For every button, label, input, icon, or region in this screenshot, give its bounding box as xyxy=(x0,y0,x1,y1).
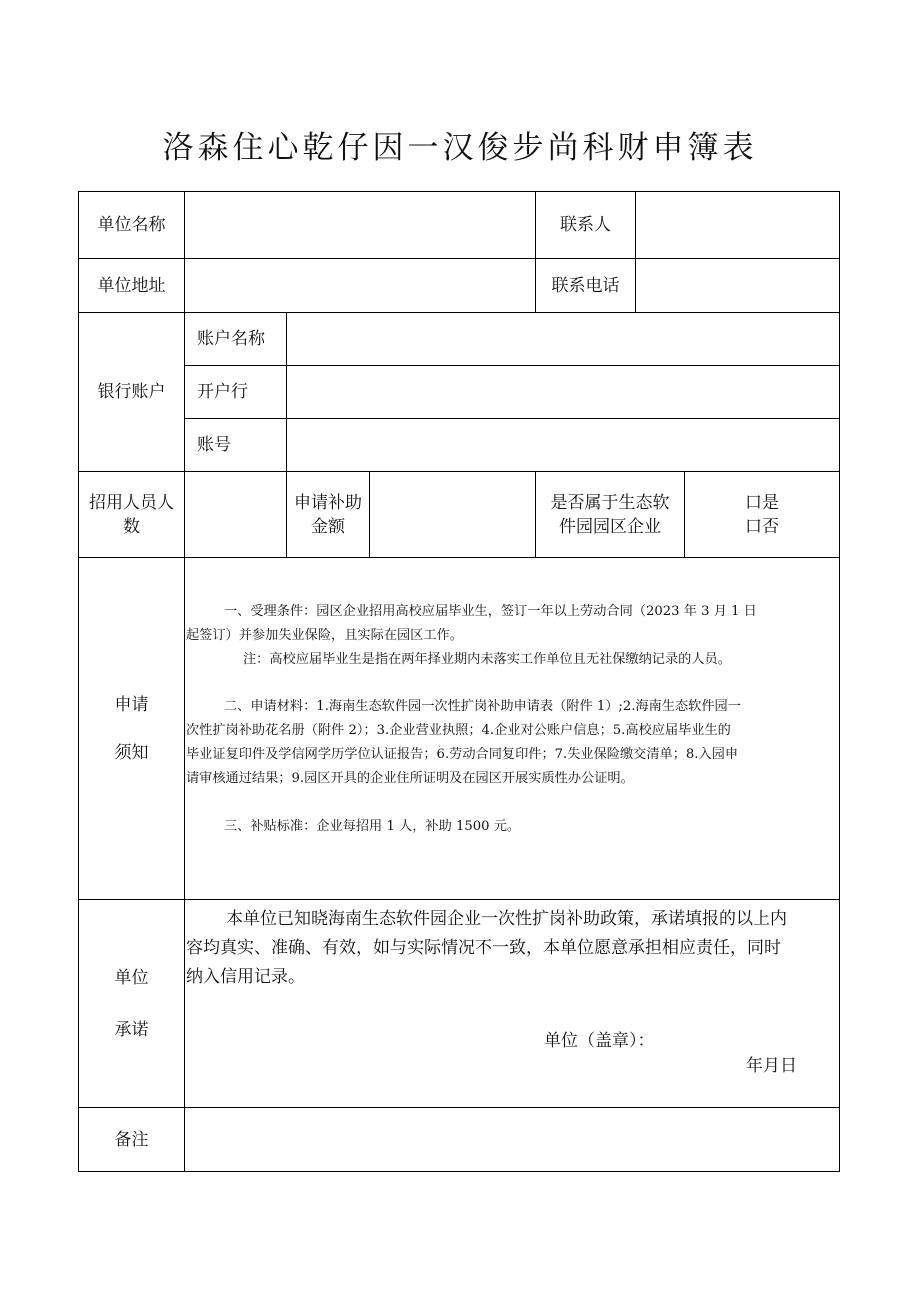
row-divider xyxy=(78,899,840,900)
commitment-line3: 纳入信用记录。 xyxy=(186,967,305,987)
label-commitment-line2: 承诺 xyxy=(114,1019,149,1040)
checkbox-yes[interactable]: 口是 xyxy=(745,492,779,513)
form-title: 洛森住心乾仔因一汉俊步尚科财申簿表 xyxy=(162,130,758,166)
label-account-no: 账号 xyxy=(197,435,231,455)
label-contact-person: 联系人 xyxy=(560,215,611,235)
row-divider xyxy=(78,557,840,558)
unit-name-field[interactable] xyxy=(185,192,535,258)
label-hires-line1: 招用人员人 xyxy=(89,492,174,513)
notice-standard: 三、补贴标准：企业每招用 1 人，补助 1500 元。 xyxy=(224,819,521,834)
notice-materials-line3: 毕业证复印件及学信网学历学位认证报告；6.劳动合同复印件；7.失业保险缴交清单；8.入园申 xyxy=(186,747,739,762)
label-unit-address: 单位地址 xyxy=(97,275,166,296)
label-unit-name: 单位名称 xyxy=(97,215,166,235)
label-in-park-line1: 是否属于生态软 xyxy=(550,492,670,513)
notice-materials-line1: 二、申请材料：1.海南生态软件园一次性扩岗补助申请表（附件 1）;2.海南生态软件园一 xyxy=(224,699,741,714)
table-border-bottom xyxy=(78,1171,840,1172)
notice-condition-line2: 起签订）并参加失业保险，且实际在园区工作。 xyxy=(186,628,463,643)
remarks-field[interactable] xyxy=(185,1108,839,1171)
notice-note: 注：高校应届毕业生是指在两年择业期内未落实工作单位且无社保缴纳记录的人员。 xyxy=(243,652,731,667)
contact-phone-field[interactable] xyxy=(636,259,839,312)
account-name-field[interactable] xyxy=(287,313,839,365)
label-bank-account: 银行账户 xyxy=(97,382,166,402)
commitment-seal: 单位（盖章）： xyxy=(544,1031,655,1051)
label-contact-phone: 联系电话 xyxy=(551,275,620,296)
checkbox-no[interactable]: 口否 xyxy=(745,516,779,537)
unit-address-field[interactable] xyxy=(185,259,535,312)
commitment-date: 年月日 xyxy=(746,1056,797,1076)
contact-person-field[interactable] xyxy=(636,192,839,258)
bank-field[interactable] xyxy=(287,366,839,418)
label-account-name: 账户名称 xyxy=(197,329,265,349)
label-subsidy-line2: 金额 xyxy=(311,516,345,537)
label-subsidy-amount xyxy=(287,472,369,557)
label-in-park-line2: 件园园区企业 xyxy=(559,516,661,537)
label-hires xyxy=(79,472,184,557)
label-commitment-line1: 单位 xyxy=(114,967,149,988)
label-bank: 开户行 xyxy=(197,382,248,402)
label-hires-line2: 数 xyxy=(123,516,140,537)
commitment-line2: 容均真实、准确、有效，如与实际情况不一致，本单位愿意承担相应责任，同时 xyxy=(186,938,781,958)
notice-condition-line1: 一、受理条件：园区企业招用高校应届毕业生，签订一年以上劳动合同（2023 年 3 月 1 日 xyxy=(224,604,757,619)
commitment-line1: 本单位已知晓海南生态软件园企业一次性扩岗补助政策，承诺填报的以上内 xyxy=(226,909,787,929)
label-commitment xyxy=(79,900,184,1107)
hires-count-field[interactable] xyxy=(185,472,286,557)
label-subsidy-line1: 申请补助 xyxy=(294,492,362,513)
label-in-park xyxy=(536,472,684,557)
label-notice xyxy=(79,558,184,899)
label-notice-line2: 须知 xyxy=(114,742,149,763)
label-remarks: 备注 xyxy=(114,1129,149,1150)
column-divider xyxy=(184,191,185,1172)
account-no-field[interactable] xyxy=(287,419,839,471)
table-border-right xyxy=(839,191,840,1172)
notice-materials-line2: 次性扩岗补助花名册（附件 2）；3.企业营业执照；4.企业对公账户信息；5.高校应届毕业生的 xyxy=(186,723,731,738)
subsidy-amount-field[interactable] xyxy=(370,472,535,557)
label-notice-line1: 申请 xyxy=(114,694,149,715)
in-park-options xyxy=(685,472,839,557)
notice-materials-line4: 请审核通过结果；9.园区开具的企业住所证明及在园区开展实质性办公证明。 xyxy=(186,771,634,786)
